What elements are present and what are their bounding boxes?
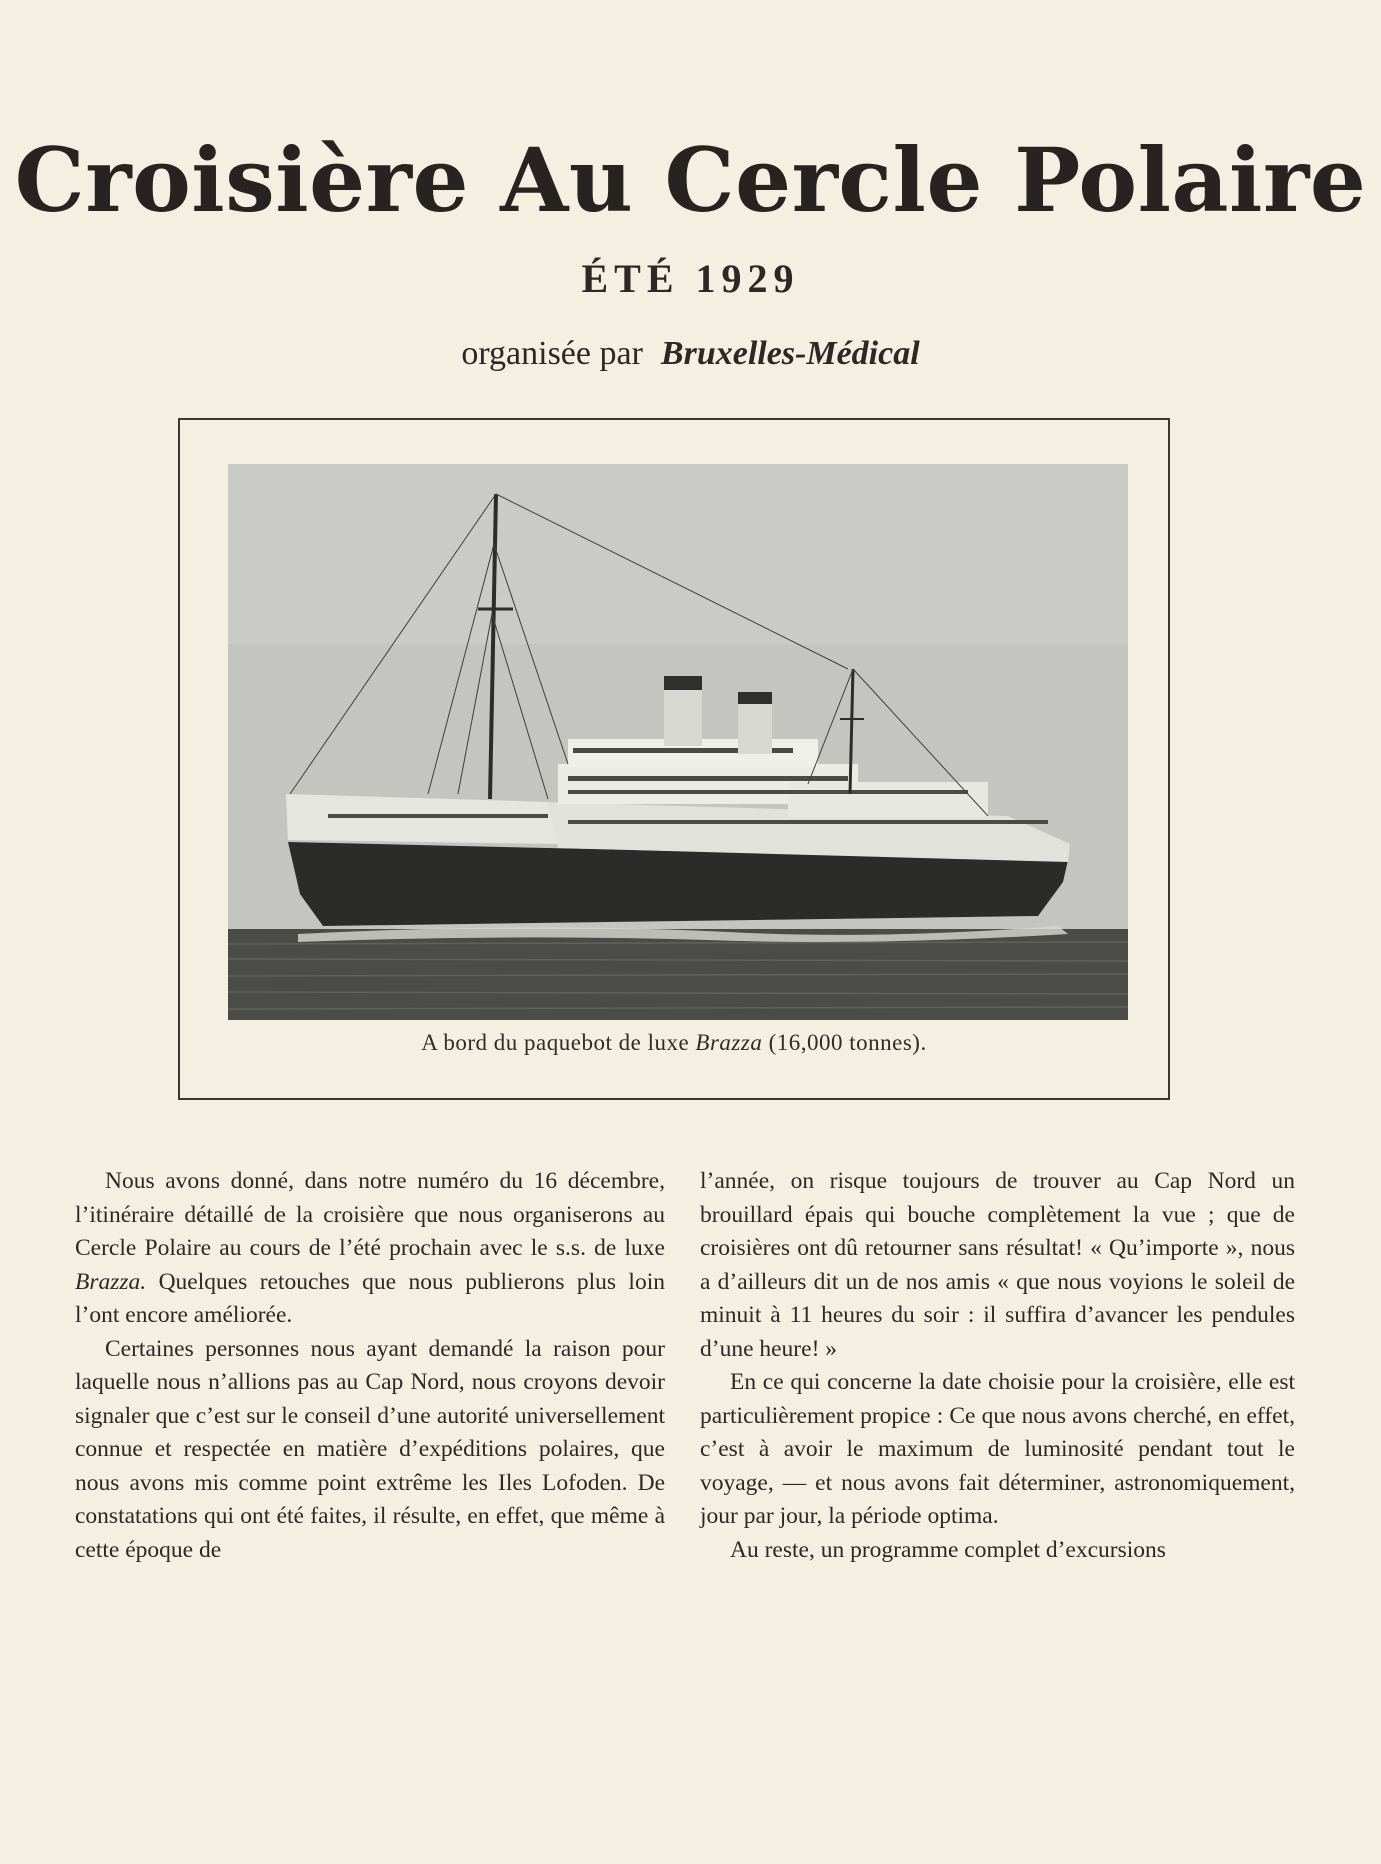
page-title: Croisière Au Cercle Polaire (14, 128, 1367, 232)
ship-photo (228, 464, 1128, 1020)
article-paragraph: l’année, on risque toujours de trouver au Cap Nord un brouillard épais qui bouche complètement la vue ; que de croisières ont dû retourner sans résultat! « Qu’importe », nous a d’ailleurs dit un de nos amis « que nous voyions le soleil de minuit à 11 heures du soir : il suffira d’avancer les pendules d’une heure! » (700, 1168, 1295, 1362)
article-paragraph (75, 1165, 665, 1333)
article-paragraph: Certaines personnes nous ayant demandé la raison pour laquelle nous n’allions pas au Cap Nord, nous croyons devoir signaler que c’est sur le conseil d’une autorité universellement connue et respectée en matière d’expéditions polaires, que nous avons mis comme point extrême les Iles Lofoden. De constatations qui ont été faites, il résulte, en effet, que même à cette époque de (75, 1335, 665, 1563)
caption-tonnage: (16,000 tonnes). (762, 1030, 927, 1055)
paragraph-text: Nous avons donné, dans notre numéro du 16 décembre, l’itinéraire détaillé de la croisière que nous organiserons au Cercle Polaire au cours de l’été prochain avec le s.s. de luxe (75, 1168, 665, 1261)
paragraph-text: Quelques retouches que nous publierons plus loin l’ont encore améliorée. (75, 1268, 665, 1328)
article-column-right (700, 1165, 1295, 1567)
ship-illustration (228, 464, 1128, 1020)
organiser-name: Bruxelles-Médical (660, 335, 920, 372)
organised-by-label: organisée par (461, 335, 643, 372)
article-paragraph: En ce qui concerne la date choisie pour la croisière, elle est particulièrement propice : Ce que nous avons cherché, en effet, c’est à avoir le maximum de luminosité pendant tout le voyage, — et nous avons fait déterminer, astronomiquement, jour par jour, la période optima. (700, 1369, 1295, 1529)
figure-frame (178, 418, 1170, 1100)
organiser-line (0, 335, 1381, 373)
article-column-left (75, 1165, 665, 1567)
year-subtitle: ÉTÉ 1929 (581, 256, 800, 301)
ship-name: Brazza. (75, 1268, 147, 1295)
article-paragraph: Au reste, un programme complet d’excursions (730, 1536, 1166, 1563)
caption-ship-name: Brazza (695, 1030, 763, 1055)
caption-text: A bord du paquebot de luxe (421, 1030, 696, 1055)
figure-caption (180, 1030, 1168, 1056)
